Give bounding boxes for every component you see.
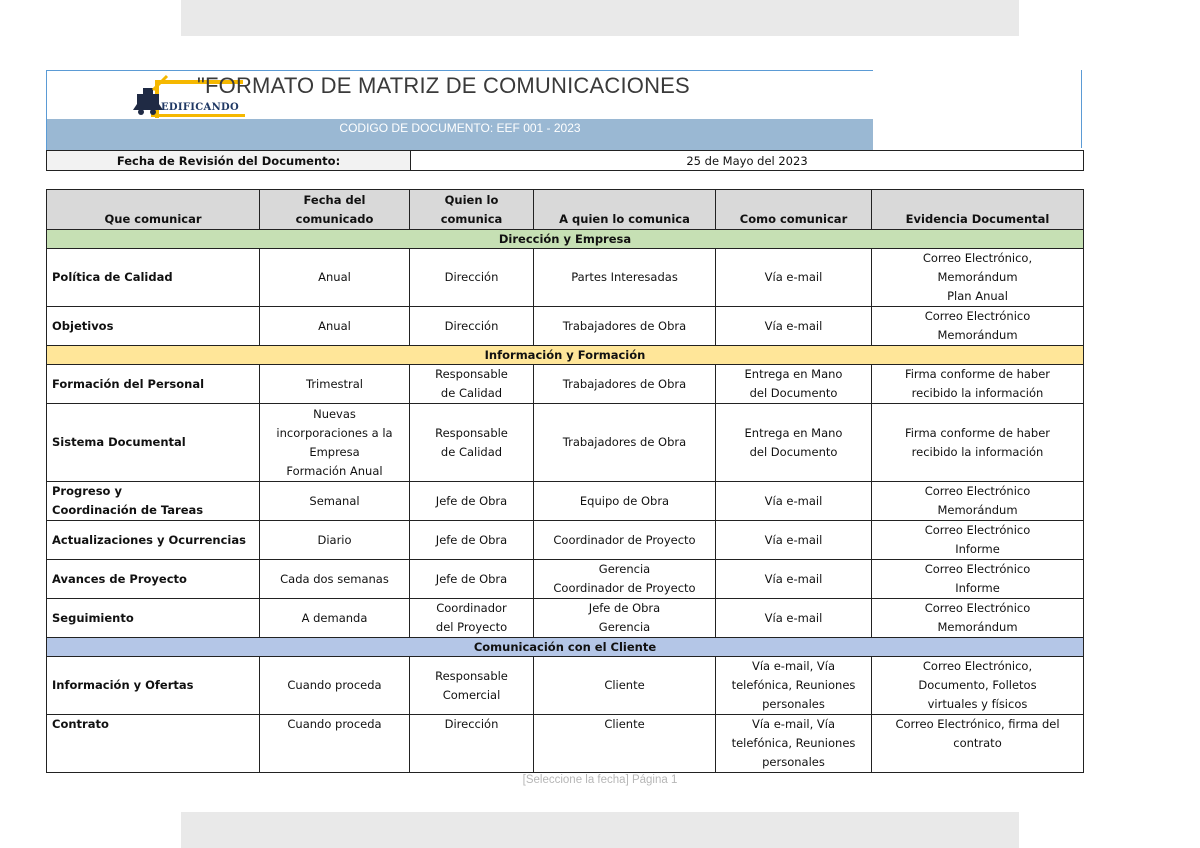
table-cell: Responsable Comercial: [410, 657, 534, 715]
document-title: "FORMATO DE MATRIZ DE COMUNICACIONES: [197, 73, 690, 98]
table-cell: Trabajadores de Obra: [534, 365, 716, 404]
table-cell: Cuando proceda: [260, 715, 410, 773]
row-topic-cell: Formación del Personal: [47, 365, 260, 404]
table-cell: Trimestral: [260, 365, 410, 404]
table-cell: Vía e-mail: [716, 307, 872, 346]
table-cell: Correo Electrónico Memorándum: [872, 599, 1084, 638]
section-row: [47, 230, 1084, 249]
table-cell: Vía e-mail: [716, 482, 872, 521]
section-title: Dirección y Empresa: [47, 230, 1084, 249]
table-cell: Entrega en Mano del Documento: [716, 404, 872, 482]
table-cell: Firma conforme de haber recibido la información: [872, 404, 1084, 482]
revision-table: [46, 150, 1084, 171]
table-cell: Responsable de Calidad: [410, 365, 534, 404]
table-cell: Correo Electrónico Informe: [872, 560, 1084, 599]
table-cell: Diario: [260, 521, 410, 560]
section-row: [47, 346, 1084, 365]
table-cell: Vía e-mail, Vía telefónica, Reuniones personales: [716, 715, 872, 773]
document-header: [46, 70, 873, 151]
table-cell: Correo Electrónico, firma del contrato: [872, 715, 1084, 773]
table-cell: Correo Electrónico Memorándum: [872, 482, 1084, 521]
table-cell: Equipo de Obra: [534, 482, 716, 521]
table-cell: Responsable de Calidad: [410, 404, 534, 482]
table-cell: Cliente: [534, 657, 716, 715]
page-top-band: [181, 0, 1019, 36]
table-cell: Anual: [260, 249, 410, 307]
section-title: Información y Formación: [47, 346, 1084, 365]
table-cell: Dirección: [410, 715, 534, 773]
table-row: [47, 521, 1084, 560]
table-cell: Coordinador del Proyecto: [410, 599, 534, 638]
table-cell: Vía e-mail: [716, 249, 872, 307]
table-cell: Vía e-mail: [716, 521, 872, 560]
section-title: Comunicación con el Cliente: [47, 638, 1084, 657]
table-cell: Coordinador de Proyecto: [534, 521, 716, 560]
table-cell: Jefe de Obra: [410, 521, 534, 560]
communication-matrix-table: [46, 189, 1084, 773]
table-cell: A demanda: [260, 599, 410, 638]
table-cell: Correo Electrónico, Documento, Folletos virtuales y físicos: [872, 657, 1084, 715]
header-right-border: [1081, 70, 1082, 148]
table-cell: Vía e-mail: [716, 560, 872, 599]
table-cell: Trabajadores de Obra: [534, 404, 716, 482]
table-header-row: [47, 190, 1084, 230]
table-cell: Dirección: [410, 307, 534, 346]
revision-label: Fecha de Revisión del Documento:: [47, 151, 411, 171]
column-header: Como comunicar: [716, 190, 872, 230]
table-cell: Semanal: [260, 482, 410, 521]
row-topic-cell: Política de Calidad: [47, 249, 260, 307]
row-topic-cell: Avances de Proyecto: [47, 560, 260, 599]
row-topic-cell: Información y Ofertas: [47, 657, 260, 715]
page-bottom-band: [181, 812, 1019, 848]
table-row: [47, 482, 1084, 521]
column-header: Fecha del comunicado: [260, 190, 410, 230]
column-header: A quien lo comunica: [534, 190, 716, 230]
table-cell: Jefe de Obra: [410, 560, 534, 599]
table-cell: Jefe de Obra Gerencia: [534, 599, 716, 638]
table-cell: Correo Electrónico Memorándum: [872, 307, 1084, 346]
revision-date: 25 de Mayo del 2023: [411, 151, 1084, 171]
table-cell: Cada dos semanas: [260, 560, 410, 599]
table-cell: Jefe de Obra: [410, 482, 534, 521]
table-cell: Vía e-mail, Vía telefónica, Reuniones personales: [716, 657, 872, 715]
table-row: [47, 599, 1084, 638]
table-row: [47, 404, 1084, 482]
column-header: Quien lo comunica: [410, 190, 534, 230]
page-footer: [Seleccione la fecha] Página 1: [522, 774, 678, 786]
row-topic-cell: Contrato: [47, 715, 260, 773]
table-cell: Correo Electrónico, Memorándum Plan Anual: [872, 249, 1084, 307]
table-cell: Entrega en Mano del Documento: [716, 365, 872, 404]
section-row: [47, 638, 1084, 657]
row-topic-cell: Objetivos: [47, 307, 260, 346]
table-cell: Cliente: [534, 715, 716, 773]
document-code-bar: [47, 119, 873, 150]
column-header: Evidencia Documental: [872, 190, 1084, 230]
row-topic-cell: Sistema Documental: [47, 404, 260, 482]
table-row: [47, 657, 1084, 715]
row-topic-cell: Seguimiento: [47, 599, 260, 638]
table-row: [47, 249, 1084, 307]
table-row: [47, 365, 1084, 404]
table-row: [47, 715, 1084, 773]
document-code: CODIGO DE DOCUMENTO: EEF 001 - 2023: [339, 121, 581, 135]
table-cell: Cuando proceda: [260, 657, 410, 715]
table-cell: Firma conforme de haber recibido la información: [872, 365, 1084, 404]
table-cell: Anual: [260, 307, 410, 346]
column-header: Que comunicar: [47, 190, 260, 230]
table-row: [47, 307, 1084, 346]
table-cell: Correo Electrónico Informe: [872, 521, 1084, 560]
table-cell: Dirección: [410, 249, 534, 307]
row-topic-cell: Progreso y Coordinación de Tareas: [47, 482, 260, 521]
row-topic-cell: Actualizaciones y Ocurrencias: [47, 521, 260, 560]
table-cell: Nuevas incorporaciones a la Empresa Formación Anual: [260, 404, 410, 482]
table-cell: Partes Interesadas: [534, 249, 716, 307]
table-row: [47, 560, 1084, 599]
table-cell: Vía e-mail: [716, 599, 872, 638]
table-cell: Trabajadores de Obra: [534, 307, 716, 346]
logo-text: EDIFICANDO: [161, 102, 239, 113]
table-cell: Gerencia Coordinador de Proyecto: [534, 560, 716, 599]
